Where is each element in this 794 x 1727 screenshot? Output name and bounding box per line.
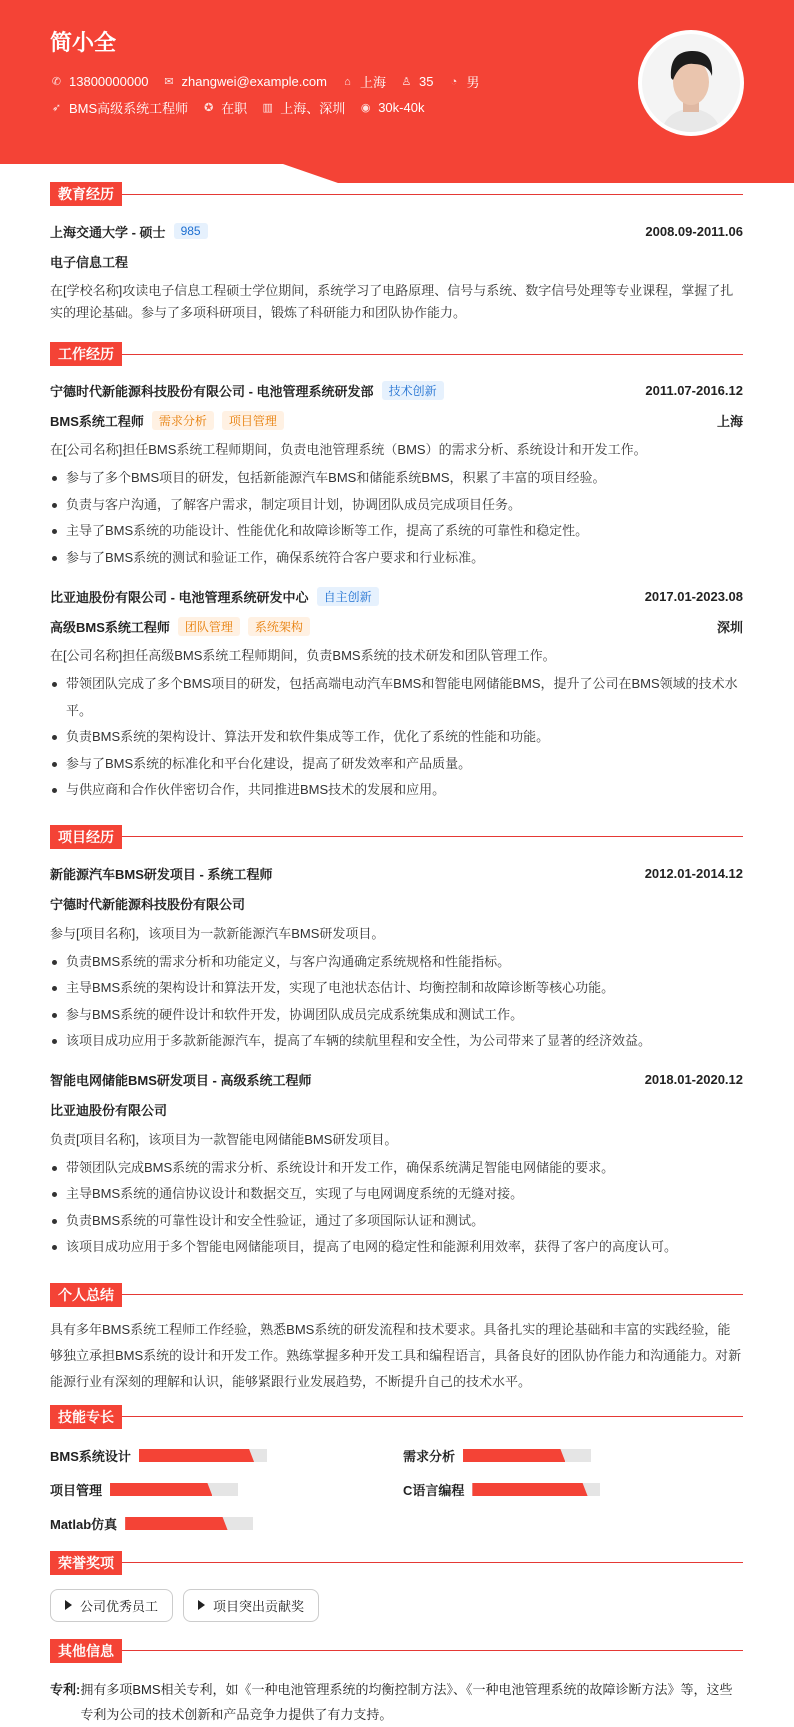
period: 2018.01-2020.12: [644, 1072, 743, 1087]
award-item: 项目突出贡献奖: [183, 1589, 319, 1622]
skill-name: 项目管理: [50, 1483, 103, 1498]
skill-bar-fill: [110, 1483, 212, 1496]
contact-row: [50, 72, 479, 91]
work-city: 深圳: [716, 619, 743, 635]
status: 在职: [221, 101, 248, 116]
bullet: 参与BMS系统的硬件设计和软件开发，协调团队成员完成系统集成和测试工作。: [50, 1002, 743, 1029]
bullet: 与供应商和合作伙伴密切合作，共同推进BMS技术的发展和应用。: [50, 777, 743, 804]
section-header-other: 其他信息: [50, 1639, 743, 1663]
bullet: 负责BMS系统的可靠性设计和安全性验证，通过了多项国际认证和测试。: [50, 1208, 743, 1235]
skill-bar: [125, 1517, 253, 1530]
work-item: [50, 375, 743, 571]
status-icon: ✪: [204, 102, 214, 114]
skill-item: [50, 1473, 403, 1507]
phone: 13800000000: [69, 74, 149, 89]
skill-bar-fill: [139, 1449, 254, 1462]
project-item: [50, 1065, 743, 1261]
resume-body: [50, 182, 743, 1727]
awards-list: [50, 1589, 743, 1622]
section-header-work: 工作经历: [50, 342, 743, 366]
section-header-skills: 技能专长: [50, 1405, 743, 1429]
role-tag: 需求分析: [152, 411, 214, 430]
project-item: [50, 859, 743, 1055]
bullet: 该项目成功应用于多款新能源汽车，提高了车辆的续航里程和安全性，为公司带来了显著的经济效益。: [50, 1028, 743, 1055]
skill-name: Matlab仿真: [50, 1517, 118, 1532]
age: 35: [418, 74, 434, 89]
bullet: 负责与客户沟通，了解客户需求，制定项目计划，协调团队成员完成项目任务。: [50, 492, 743, 519]
skill-name: C语言编程: [403, 1483, 465, 1498]
role-tag: 项目管理: [222, 411, 284, 430]
send-icon: ➶: [51, 102, 62, 114]
project-company: 比亚迪股份有限公司: [50, 1103, 168, 1118]
company: 比亚迪股份有限公司 - 电池管理系统研发中心: [50, 589, 309, 605]
award-item: 公司优秀员工: [50, 1589, 173, 1622]
skill-bar: [110, 1483, 238, 1496]
project-company: 宁德时代新能源科技股份有限公司: [50, 897, 246, 912]
work-desc: 在[公司名称]担任BMS系统工程师期间，负责电池管理系统（BMS）的需求分析、系统设计和开发工作。: [50, 442, 647, 457]
bullet: 该项目成功应用于多个智能电网储能项目，提高了电网的稳定性和能源利用效率，获得了客户的高度认可。: [50, 1234, 743, 1261]
work-item: [50, 581, 743, 804]
city: 上海: [359, 75, 386, 90]
job-intent-row: [50, 98, 424, 117]
bullet: 参与了BMS系统的测试和验证工作，确保系统符合客户要求和行业标准。: [50, 545, 743, 572]
building-icon: ▥: [262, 102, 273, 114]
other-label: 专利:: [50, 1681, 81, 1697]
skill-item: [50, 1507, 403, 1541]
play-icon: [65, 1600, 72, 1610]
avatar: [638, 30, 744, 136]
period: 2011.07-2016.12: [645, 382, 743, 398]
skill-bar: [463, 1449, 591, 1462]
project-name: 智能电网储能BMS研发项目 - 高级系统工程师: [50, 1073, 312, 1088]
bullet: 参与了BMS系统的标准化和平台化建设，提高了研发效率和产品质量。: [50, 751, 743, 778]
bullet: 主导BMS系统的通信协议设计和数据交互，实现了与电网调度系统的无缝对接。: [50, 1181, 743, 1208]
bullet: 带领团队完成了多个BMS项目的研发，包括高端电动汽车BMS和智能电网储能BMS，提升了公司在BMS领域的技术水平。: [50, 671, 743, 724]
bullet: 主导了BMS系统的功能设计、性能优化和故障诊断等工作，提高了系统的可靠性和稳定性。: [50, 518, 743, 545]
bullet: 负责BMS系统的架构设计、算法开发和软件集成等工作，优化了系统的性能和功能。: [50, 724, 743, 751]
skill-name: BMS系统设计: [50, 1449, 131, 1464]
section-header-summary: 个人总结: [50, 1283, 743, 1307]
major: 电子信息工程: [50, 254, 129, 270]
role-tag: 团队管理: [178, 617, 240, 636]
role: 高级BMS系统工程师: [50, 619, 170, 635]
salary: 30k-40k: [378, 100, 425, 115]
email: zhangwei@example.com: [181, 74, 327, 89]
work-desc: 在[公司名称]担任高级BMS系统工程师期间，负责BMS系统的技术研发和团队管理工作。: [50, 648, 556, 663]
project-desc: 参与[项目名称]，该项目为一款新能源汽车BMS研发项目。: [50, 925, 385, 941]
period: 2008.09-2011.06: [645, 223, 743, 239]
home-icon: ⌂: [344, 75, 351, 88]
company: 宁德时代新能源科技股份有限公司 - 电池管理系统研发部: [50, 383, 374, 399]
role-tag: 系统架构: [248, 617, 310, 636]
play-icon: [198, 1600, 205, 1610]
summary-text: 具有多年BMS系统工程师工作经验，熟悉BMS系统的研发流程和技术要求。具备扎实的理论基础和丰富的实践经验，能够独立承担BMS系统的设计和开发工作。熟练掌握多种开发工具和编程语言，具备良好的团队协作能力和沟通能力。对新能源行业有深刻的理解和认识，能够紧跟行业发展趋势，不断提升自己的技术水平。: [50, 1321, 742, 1389]
gender: 男: [466, 75, 480, 90]
resume-header: [0, 0, 794, 183]
skill-item: [403, 1473, 743, 1507]
mail-icon: ✉: [164, 76, 174, 88]
skills-grid: [50, 1439, 743, 1541]
position: BMS高级系统工程师: [69, 101, 189, 116]
company-tag: 技术创新: [382, 381, 444, 400]
bullet: 参与了多个BMS项目的研发，包括新能源汽车BMS和储能系统BMS，积累了丰富的项目经验。: [50, 465, 743, 492]
skill-bar: [139, 1449, 267, 1462]
project-name: 新能源汽车BMS研发项目 - 系统工程师: [50, 867, 273, 882]
section-header-projects: 项目经历: [50, 825, 743, 849]
skill-bar-fill: [472, 1483, 587, 1496]
skill-item: [50, 1439, 403, 1473]
school: 上海交通大学 - 硕士: [50, 224, 166, 240]
section-header-education: 教育经历: [50, 182, 743, 206]
company-tag: 自主创新: [317, 587, 379, 606]
other-info: [50, 1677, 743, 1727]
skill-bar-fill: [125, 1517, 227, 1530]
other-text: 拥有多项BMS相关专利，如《一种电池管理系统的均衡控制方法》、《一种电池管理系统的故障诊断方法》等，这些专利为公司的技术创新和产品竞争力提供了有力支持。: [80, 1681, 733, 1722]
project-desc: 负责[项目名称]，该项目为一款智能电网储能BMS研发项目。: [50, 1131, 398, 1147]
education-item: [50, 216, 743, 324]
skill-item: [403, 1439, 743, 1473]
target-cities: 上海、深圳: [280, 101, 346, 116]
school-tag: 985: [174, 223, 208, 239]
education-desc: 在[学校名称]攻读电子信息工程硕士学位期间，系统学习了电路原理、信号与系统、数字信号处理等专业课程，掌握了扎实的理论基础。参与了多项科研项目，锻炼了科研能力和团队协作能力。: [50, 283, 734, 320]
bullet: 负责BMS系统的需求分析和功能定义，与客户沟通确定系统规格和性能指标。: [50, 949, 743, 976]
phone-icon: ✆: [51, 76, 62, 88]
skill-name: 需求分析: [403, 1449, 456, 1464]
period: 2017.01-2023.08: [644, 588, 743, 604]
skill-bar: [472, 1483, 600, 1496]
section-header-awards: 荣誉奖项: [50, 1551, 743, 1575]
role: BMS系统工程师: [50, 413, 144, 429]
candidate-name: 简小全: [50, 30, 117, 55]
gender-icon: ◔: [450, 75, 458, 88]
skill-bar-fill: [463, 1449, 565, 1462]
bullet: 带领团队完成BMS系统的需求分析、系统设计和开发工作，确保系统满足智能电网储能的要求。: [50, 1155, 743, 1182]
period: 2012.01-2014.12: [644, 866, 743, 881]
cake-icon: ♙: [401, 76, 412, 88]
work-city: 上海: [716, 413, 743, 429]
bullet: 主导BMS系统的架构设计和算法开发，实现了电池状态估计、均衡控制和故障诊断等核心功能。: [50, 975, 743, 1002]
salary-icon: ◉: [360, 102, 371, 114]
